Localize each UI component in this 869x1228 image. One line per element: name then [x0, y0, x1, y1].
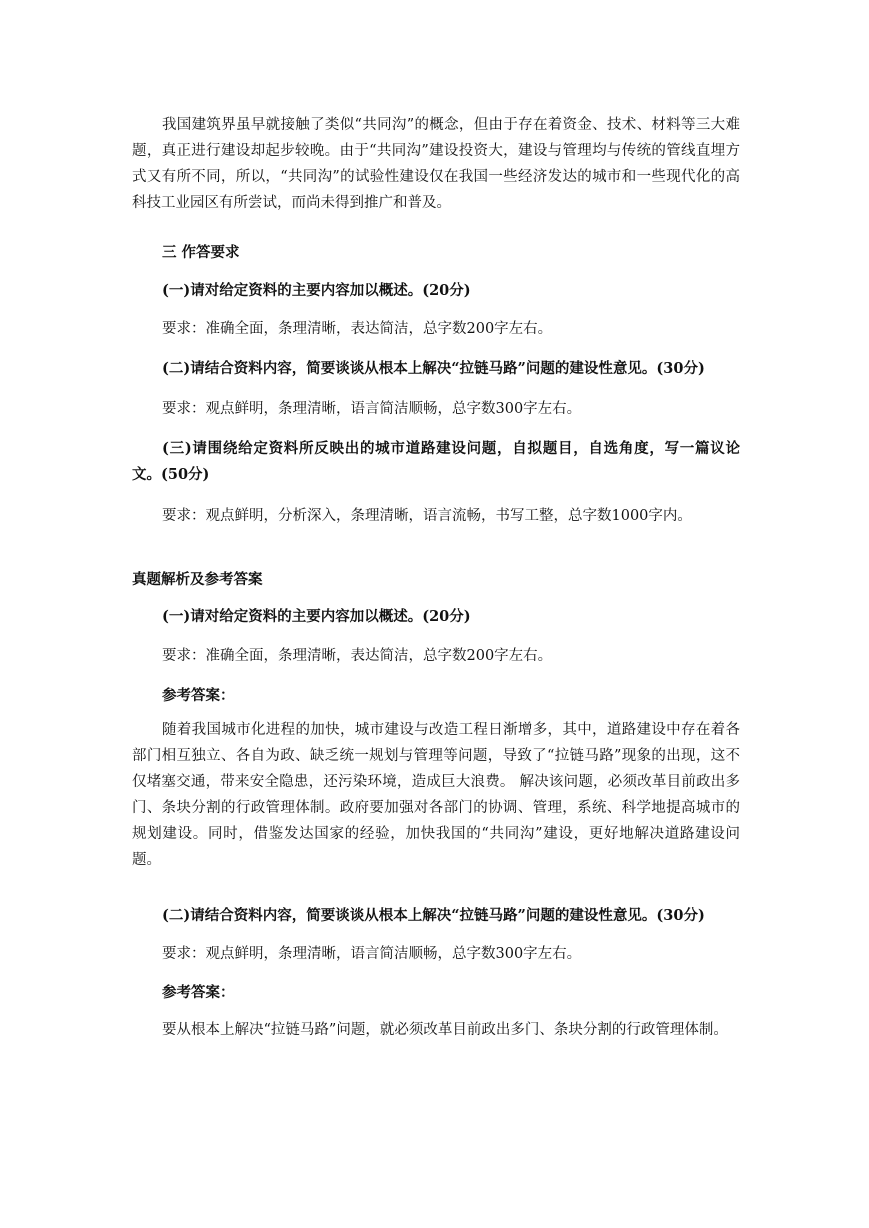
- section-heading-requirements: 三 作答要求: [162, 244, 240, 261]
- question-1-title: (一)请对给定资料的主要内容加以概述。(20分): [162, 282, 471, 299]
- question-2-title: (二)请结合资料内容，简要谈谈从根本上解决“拉链马路”问题的建设性意见。(30分): [162, 360, 705, 377]
- question-3-requirement: 要求：观点鲜明，分析深入，条理清晰，语言流畅，书写工整，总字数1000字内。: [162, 508, 692, 524]
- answer-2-label: 参考答案：: [162, 984, 235, 1001]
- question-3-title: (三)请围绕给定资料所反映出的城市道路建设问题，自拟题目，自选角度，写一篇议论文。(50分): [132, 440, 740, 483]
- answer-1-label: 参考答案：: [162, 687, 235, 704]
- question-2-requirement: 要求：观点鲜明，条理清晰，语言简洁顺畅，总字数300字左右。: [162, 401, 582, 417]
- answer-2-text: 要从根本上解决“拉链马路”问题，就必须改革目前政出多门、条块分割的行政管理体制。: [162, 1022, 728, 1038]
- answer-1-text: 随着我国城市化进程的加快，城市建设与改造工程日渐增多，其中，道路建设中存在着各部门相互独立、各自为政、缺乏统一规划与管理等问题，导致了“拉链马路”现象的出现，这不仅堵塞交通，带来安全隐患，还污染环境，造成巨大浪费。 解决该问题，必须改革目前政出多门、条块分割的行政管理体制。政府要加强对各部门的协调、管理，系统、科学地提高城市的规划建设。同时，借鉴发达国家的经验，加快我国的“共同沟”建设，更好地解决道路建设问题。: [132, 722, 740, 868]
- question-1-requirement: 要求：准确全面，条理清晰，表达简洁，总字数200字左右。: [162, 321, 553, 337]
- analysis-question-2-requirement: 要求：观点鲜明，条理清晰，语言简洁顺畅，总字数300字左右。: [162, 946, 582, 962]
- analysis-question-1-title: (一)请对给定资料的主要内容加以概述。(20分): [162, 608, 471, 625]
- analysis-question-2-title: (二)请结合资料内容，简要谈谈从根本上解决“拉链马路”问题的建设性意见。(30分): [162, 907, 705, 924]
- intro-paragraph: 我国建筑界虽早就接触了类似“共同沟”的概念，但由于存在着资金、技术、材料等三大难题，真正进行建设却起步较晚。由于“共同沟”建设投资大，建设与管理均与传统的管线直埋方式又有所不同，所以，“共同沟”的试验性建设仅在我国一些经济发达的城市和一些现代化的高科技工业园区有所尝试，而尚未得到推广和普及。: [132, 117, 740, 211]
- analysis-heading: 真题解析及参考答案: [132, 571, 263, 588]
- analysis-question-1-requirement: 要求：准确全面，条理清晰，表达简洁，总字数200字左右。: [162, 648, 553, 664]
